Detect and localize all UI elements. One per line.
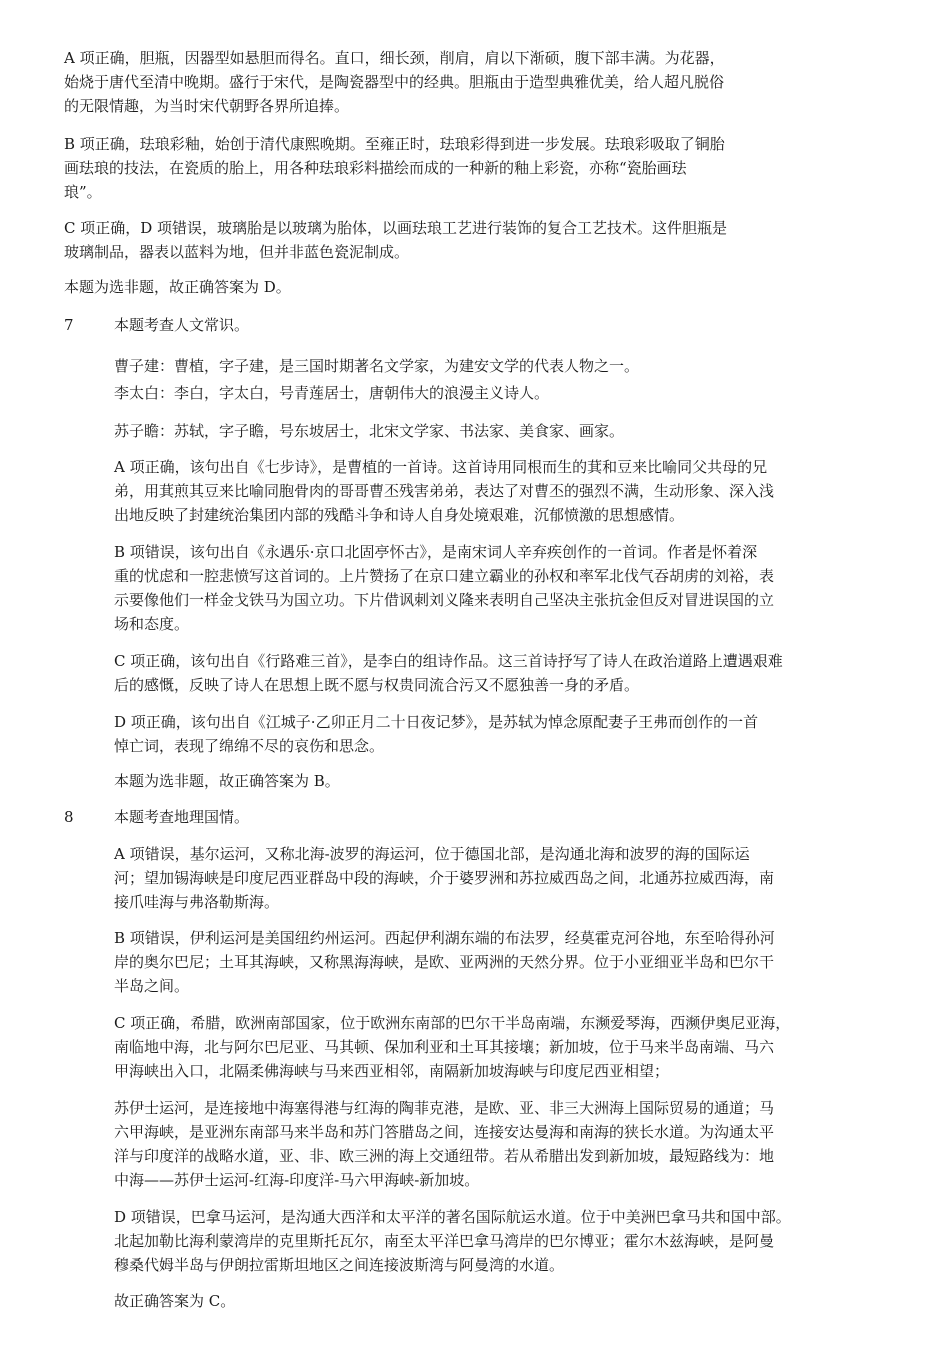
q8-suez-line-2: 六甲海峡，是亚洲东南部马来半岛和苏门答腊岛之间，连接安达曼海和南海的狭长水道。为沟通太平: [114, 1123, 775, 1141]
q7-c-line-1: C 项正确，该句出自《行路难三首》，是李白的组诗作品。这三首诗抒写了诗人在政治道路上遭遇艰难: [114, 652, 783, 670]
q8-a-line-2: 河；望加锡海峡是印度尼西亚群岛中段的海峡，介于婆罗洲和苏拉威西岛之间，北通苏拉威西海，南: [114, 869, 775, 887]
q7-c-line-2: 后的感慨，反映了诗人在思想上既不愿与权贵同流合污又不愿独善一身的矛盾。: [114, 676, 640, 694]
q7-a-line-1: A 项正确，该句出自《七步诗》，是曹植的一首诗。这首诗用同根而生的萁和豆来比喻同父共母的兄: [114, 458, 768, 476]
q8-conclusion: 故正确答案为 C。: [114, 1292, 236, 1310]
q8-c-line-1: C 项正确，希腊，欧洲南部国家，位于欧洲东南部的巴尔干半岛南端，东濒爱琴海，西濒伊奥尼亚海，: [114, 1014, 791, 1032]
q8-d-line-2: 北起加勒比海利蒙湾岸的克里斯托瓦尔，南至太平洋巴拿马湾岸的巴尔博亚；霍尔木兹海峡，是阿曼: [114, 1232, 775, 1250]
q8-suez-line-4: 中海——苏伊士运河-红海-印度洋-马六甲海峡-新加坡。: [114, 1171, 480, 1189]
q8-a-line-3: 接爪哇海与弗洛勒斯海。: [114, 893, 280, 911]
intro-a-line-1: A 项正确，胆瓶，因器型如悬胆而得名。直口，细长颈，削肩，肩以下渐硕，腹下部丰满。为花器，: [64, 49, 725, 67]
q8-suez-line-3: 洋与印度洋的战略水道，亚、非、欧三洲的海上交通纽带。若从希腊出发到新加坡，最短路线为：地: [114, 1147, 775, 1165]
q8-c-line-3: 甲海峡出入口，北隔柔佛海峡与马来西亚相邻，南隔新加坡海峡与印度尼西亚相望；: [114, 1062, 670, 1080]
q7-number: 7: [64, 316, 74, 334]
q7-heading: 本题考查人文常识。: [114, 316, 250, 334]
q7-a-line-2: 弟，用萁煎其豆来比喻同胞骨肉的哥哥曹丕残害弟弟，表达了对曹丕的强烈不满，生动形象、深入浅: [114, 482, 775, 500]
q8-heading: 本题考查地理国情。: [114, 808, 250, 826]
q8-suez-line-1: 苏伊士运河，是连接地中海塞得港与红海的陶菲克港，是欧、亚、非三大洲海上国际贸易的通道；马: [114, 1099, 775, 1117]
q7-d-line-2: 悼亡词，表现了绵绵不尽的哀伤和思念。: [114, 737, 385, 755]
q7-cao: 曹子建：曹植，字子建，是三国时期著名文学家，为建安文学的代表人物之一。: [114, 357, 640, 375]
q8-d-line-1: D 项错误，巴拿马运河，是沟通大西洋和太平洋的著名国际航运水道。位于中美洲巴拿马共和国中部。: [114, 1208, 791, 1226]
q8-a-line-1: A 项错误，基尔运河，又称北海-波罗的海运河，位于德国北部，是沟通北海和波罗的海的国际运: [114, 845, 750, 863]
q8-c-line-2: 南临地中海，北与阿尔巴尼亚、马其顿、保加利亚和土耳其接壤；新加坡，位于马来半岛南端、马六: [114, 1038, 775, 1056]
q7-conclusion: 本题为选非题，故正确答案为 B。: [114, 772, 340, 790]
q7-b-line-3: 示要像他们一样金戈铁马为国立功。下片借讽刺刘义隆来表明自己坚决主张抗金但反对冒进误国的立: [114, 591, 775, 609]
intro-a-line-3: 的无限情趣，为当时宋代朝野各界所追捧。: [64, 97, 350, 115]
q7-su: 苏子瞻：苏轼，字子瞻，号东坡居士，北宋文学家、书法家、美食家、画家。: [114, 422, 625, 440]
intro-cd-line-2: 玻璃制品，器表以蓝料为地，但并非蓝色瓷泥制成。: [64, 243, 410, 261]
intro-b-line-1: B 项正确，珐琅彩釉，始创于清代康熙晚期。至雍正时，珐琅彩得到进一步发展。珐琅彩吸取了铜胎: [64, 135, 725, 153]
q7-a-line-3: 出地反映了封建统治集团内部的残酷斗争和诗人自身处境艰难，沉郁愤激的思想感情。: [114, 506, 685, 524]
q8-d-line-3: 穆桑代姆半岛与伊朗拉雷斯坦地区之间连接波斯湾与阿曼湾的水道。: [114, 1256, 565, 1274]
q7-b-line-2: 重的忧虑和一腔悲愤写这首词的。上片赞扬了在京口建立霸业的孙权和率军北伐气吞胡虏的刘裕，表: [114, 567, 775, 585]
q8-b-line-1: B 项错误，伊利运河是美国纽约州运河。西起伊利湖东端的布法罗，经莫霍克河谷地，东至哈得孙河: [114, 929, 775, 947]
intro-b-line-2: 画珐琅的技法，在瓷质的胎上，用各种珐琅彩料描绘而成的一种新的釉上彩瓷，亦称“瓷胎画珐: [64, 159, 687, 177]
q8-number: 8: [64, 808, 74, 826]
intro-conclusion: 本题为选非题，故正确答案为 D。: [64, 278, 291, 296]
q7-b-line-4: 场和态度。: [114, 615, 190, 633]
intro-a-line-2: 始烧于唐代至清中晚期。盛行于宋代，是陶瓷器型中的经典。胆瓶由于造型典雅优美，给人超凡脱俗: [64, 73, 725, 91]
q8-b-line-2: 岸的奥尔巴尼；土耳其海峡，又称黑海海峡，是欧、亚两洲的天然分界。位于小亚细亚半岛和巴尔干: [114, 953, 775, 971]
intro-cd-line-1: C 项正确，D 项错误，玻璃胎是以玻璃为胎体，以画珐琅工艺进行装饰的复合工艺技术。这件胆瓶是: [64, 219, 728, 237]
q7-li: 李太白：李白，字太白，号青莲居士，唐朝伟大的浪漫主义诗人。: [114, 384, 550, 402]
q7-b-line-1: B 项错误，该句出自《永遇乐·京口北固亭怀古》，是南宋词人辛弃疾创作的一首词。作者是怀着深: [114, 543, 758, 561]
q7-d-line-1: D 项正确，该句出自《江城子·乙卯正月二十日夜记梦》，是苏轼为悼念原配妻子王弗而创作的一首: [114, 713, 759, 731]
q8-b-line-3: 半岛之间。: [114, 977, 190, 995]
intro-b-line-3: 琅”。: [64, 183, 102, 201]
